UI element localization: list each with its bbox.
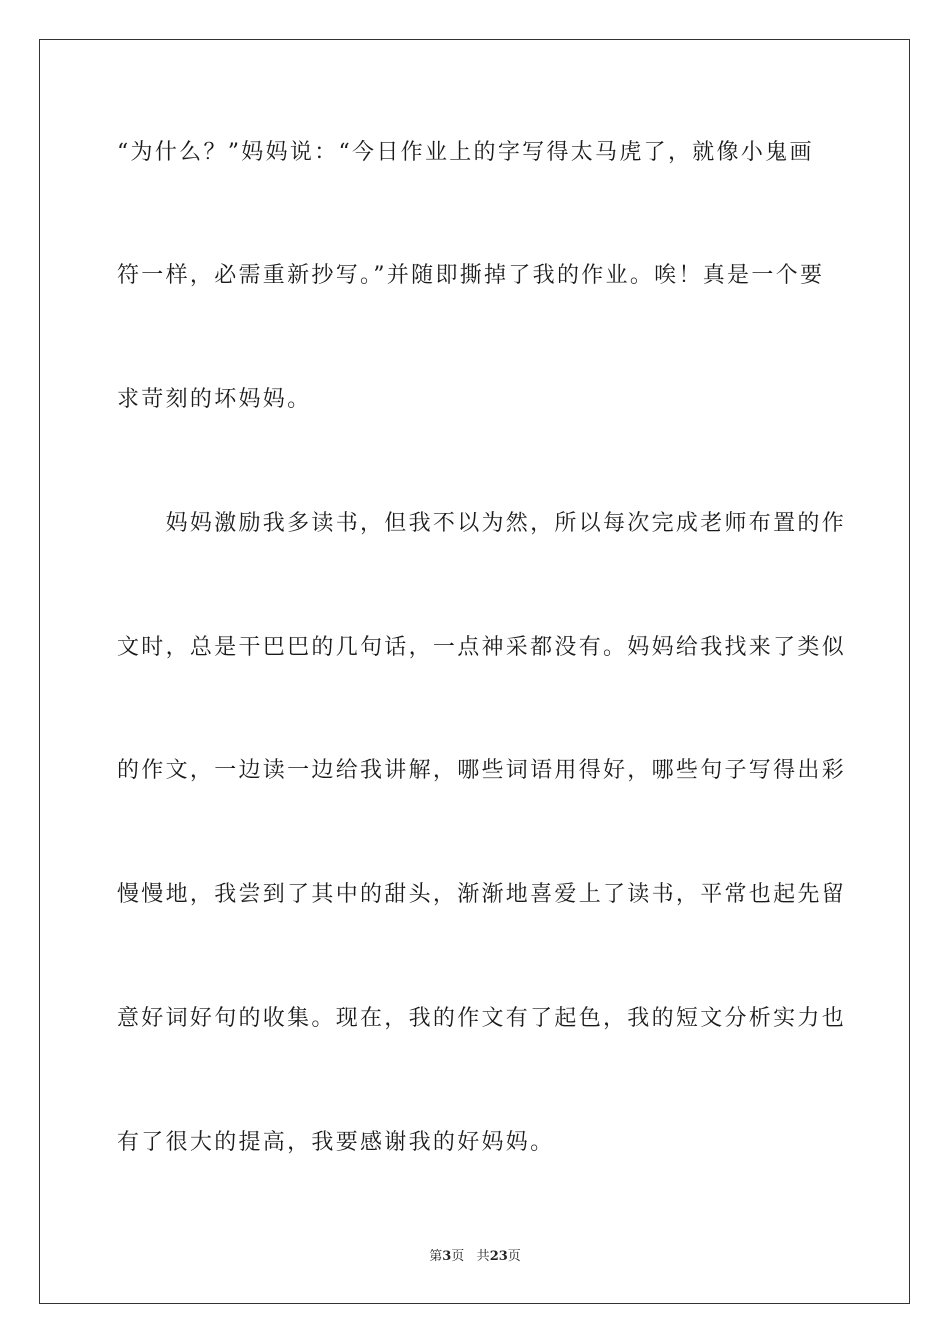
text-line-5: 文时，总是干巴巴的几句话，一点神采都没有。妈妈给我找来了类似 bbox=[117, 635, 847, 660]
total-pages: 23 bbox=[489, 1249, 508, 1264]
text-line-3: 求苛刻的坏妈妈。 bbox=[117, 387, 312, 412]
text-line-6: 的作文，一边读一边给我讲解，哪些词语用得好，哪些句子写得出彩 bbox=[117, 758, 847, 783]
page-footer bbox=[0, 1248, 950, 1266]
page-prefix: 第 bbox=[429, 1249, 443, 1264]
page-suffix: 页 bbox=[451, 1249, 465, 1264]
page-border bbox=[39, 39, 910, 1304]
text-line-2: 符一样，必需重新抄写。”并随即撕掉了我的作业。唉！真是一个要 bbox=[117, 263, 825, 288]
total-suffix: 页 bbox=[507, 1249, 521, 1264]
text-line-9: 有了很大的提高，我要感谢我的好妈妈。 bbox=[117, 1130, 555, 1155]
page-number: 3 bbox=[442, 1249, 452, 1264]
text-line-8: 意好词好句的收集。现在，我的作文有了起色，我的短文分析实力也 bbox=[117, 1006, 847, 1031]
text-line-4: 妈妈激励我多读书，但我不以为然，所以每次完成老师布置的作 bbox=[117, 511, 847, 536]
total-prefix: 共 bbox=[476, 1249, 490, 1264]
text-line-1: “为什么？”妈妈说：“今日作业上的字写得太马虎了，就像小鬼画 bbox=[117, 140, 814, 165]
text-line-7: 慢慢地，我尝到了其中的甜头，渐渐地喜爱上了读书，平常也起先留 bbox=[117, 882, 847, 907]
